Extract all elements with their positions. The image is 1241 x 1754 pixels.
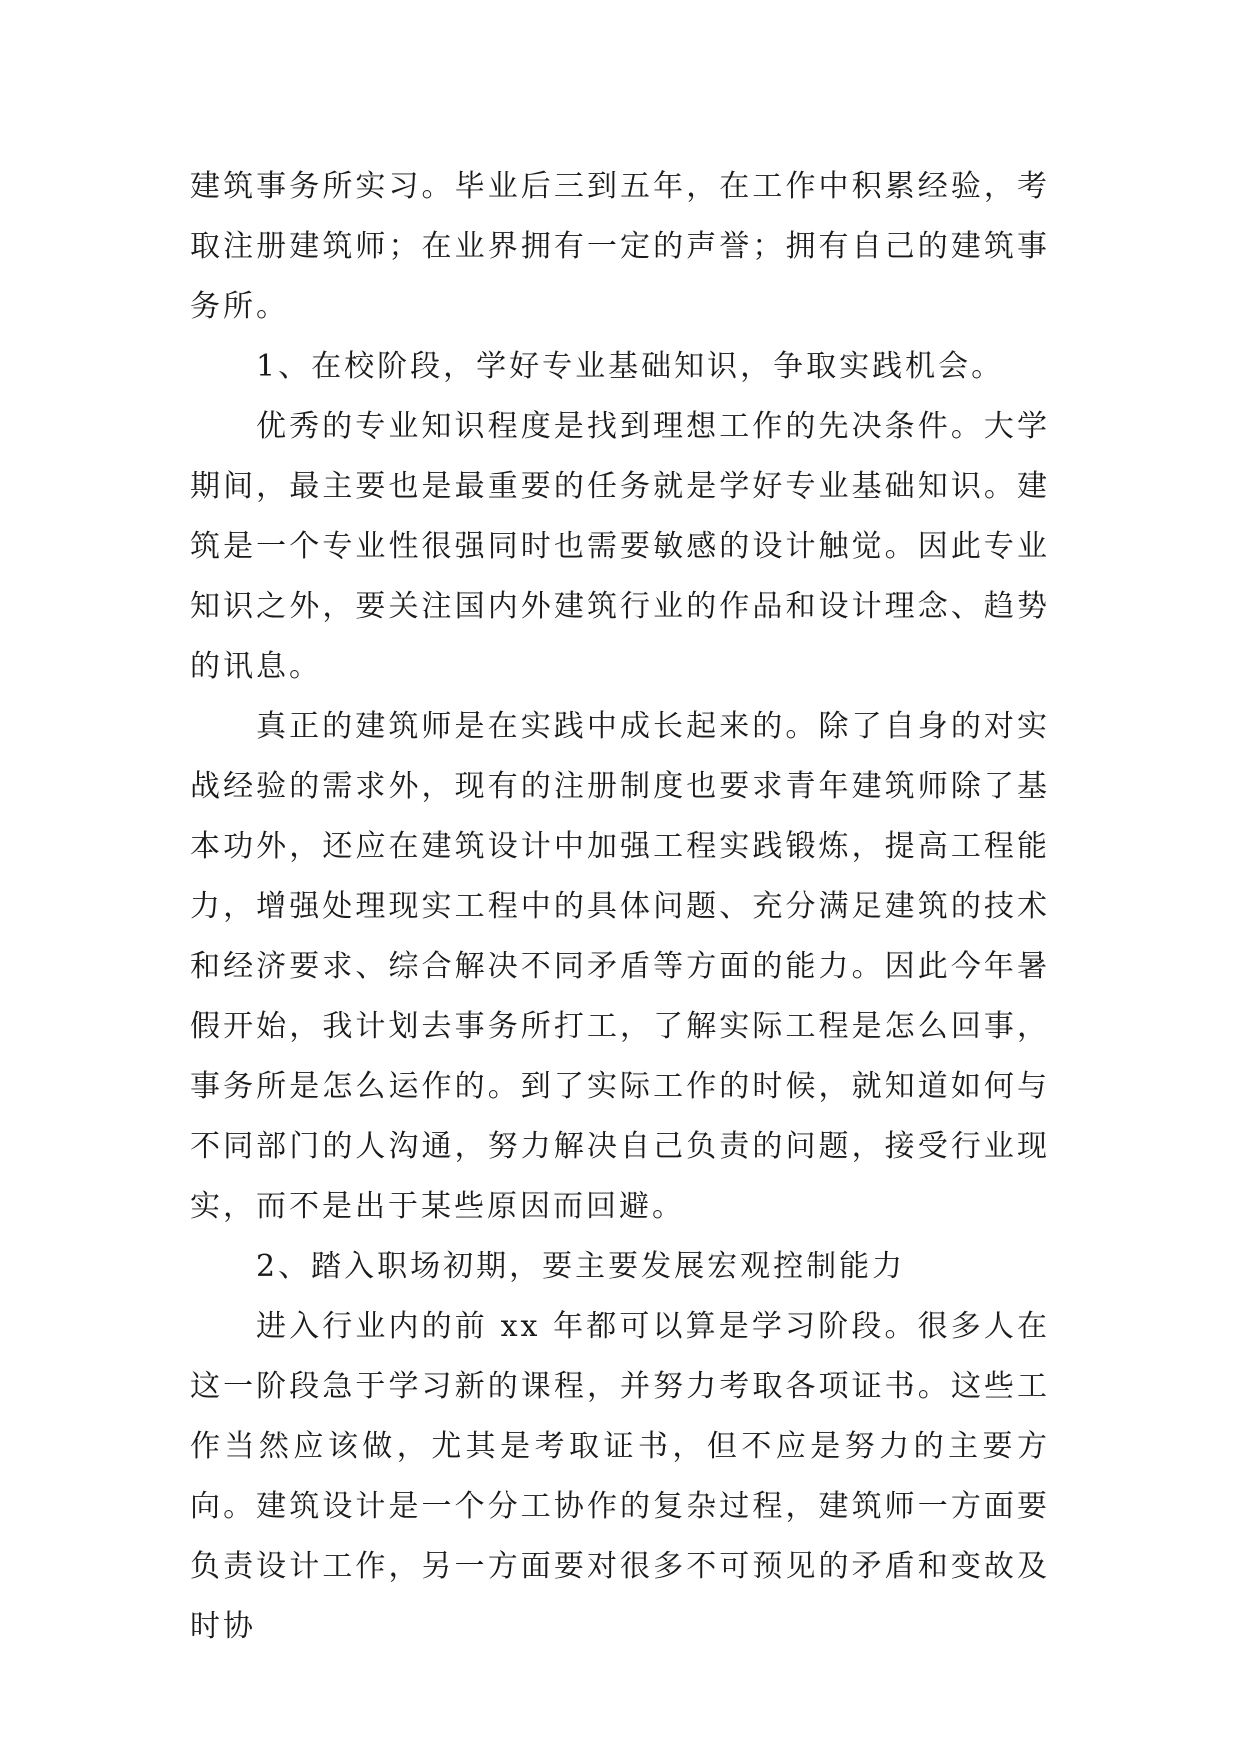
paragraph-3: 真正的建筑师是在实践中成长起来的。除了自身的对实战经验的需求外，现有的注册制度也要求青年建筑师除了基本功外，还应在建筑设计中加强工程实践锻炼，提高工程能力，增强处理现实工程中的具体问题、充分满足建筑的技术和经济要求、综合解决不同矛盾等方面的能力。因此今年暑假开始，我计划去事务所打工，了解实际工程是怎么回事，事务所是怎么运作的。到了实际工作的时候，就知道如何与不同部门的人沟通，努力解决自己负责的问题，接受行业现实，而不是出于某些原因而回避。 bbox=[190, 709, 1050, 1224]
section-heading-2: 2、踏入职场初期，要主要发展宏观控制能力 bbox=[256, 1249, 906, 1284]
section-heading-1: 1、在校阶段，学好专业基础知识，争取实践机会。 bbox=[256, 349, 1005, 384]
document-body bbox=[190, 157, 1050, 1657]
paragraph-4: 进入行业内的前 xx 年都可以算是学习阶段。很多人在这一阶段急于学习新的课程，并努力考取各项证书。这些工作当然应该做，尤其是考取证书，但不应是努力的主要方向。建筑设计是一个分工协作的复杂过程，建筑师一方面要负责设计工作，另一方面要对很多不可预见的矛盾和变故及时协 bbox=[190, 1309, 1050, 1644]
paragraph-1: 建筑事务所实习。毕业后三到五年，在工作中积累经验，考取注册建筑师；在业界拥有一定的声誉；拥有自己的建筑事务所。 bbox=[190, 169, 1050, 324]
paragraph-2: 优秀的专业知识程度是找到理想工作的先决条件。大学期间，最主要也是最重要的任务就是学好专业基础知识。建筑是一个专业性很强同时也需要敏感的设计触觉。因此专业知识之外，要关注国内外建筑行业的作品和设计理念、趋势的讯息。 bbox=[190, 409, 1050, 684]
